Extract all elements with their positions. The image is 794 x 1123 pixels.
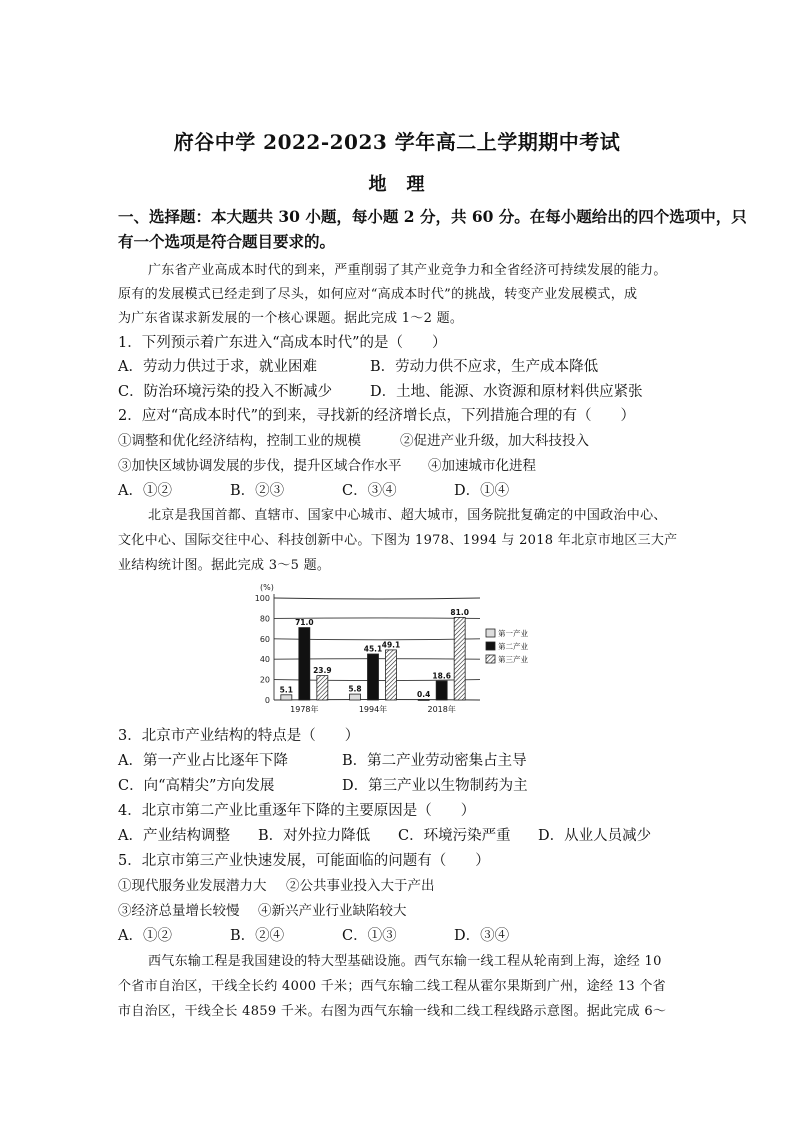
data-label: 81.0: [450, 607, 469, 617]
y-tick-label: 60: [259, 634, 270, 644]
x-tick-label: 2018年: [427, 705, 456, 714]
q2-option-c: C．③④: [342, 483, 397, 499]
q4-option-a: A．产业结构调整: [118, 828, 230, 844]
passage3-line2: 个省市自治区，干线全长约 4000 千米；西气东输二线工程从霍尔果斯到广州，途经 13 个省: [118, 979, 666, 994]
data-label: 5.1: [279, 685, 293, 695]
q2-option-a: A．①②: [118, 483, 172, 499]
bar-2: [299, 628, 310, 700]
q2-option-d: D．①④: [454, 483, 510, 499]
q5-stem: 5．北京市第三产业快速发展，可能面临的问题有（ ）: [118, 853, 490, 869]
passage1-line1: 广东省产业高成本时代的到来，严重削弱了其产业竞争力和全省经济可持续发展的能力。: [148, 263, 667, 278]
q4-option-c: C．环境污染严重: [398, 828, 511, 844]
subject-title: 地 理: [368, 174, 426, 195]
data-label: 0.4: [417, 690, 431, 700]
q1-option-d: D．土地、能源、水资源和原材料供应紧张: [370, 384, 643, 400]
x-tick-label: 1978年: [290, 705, 319, 714]
q2-statement-1: ①调整和优化经济结构，控制工业的规模: [118, 433, 361, 449]
q5-option-b: B．②④: [230, 928, 285, 944]
bar-1: [418, 700, 429, 701]
passage2-line1: 北京是我国首都、直辖市、国家中心城市、超大城市，国务院批复确定的中国政治中心、: [148, 508, 667, 523]
y-tick-label: 0: [264, 696, 270, 705]
legend-swatch: [486, 642, 495, 650]
data-label: 5.8: [348, 684, 362, 694]
y-tick-label: 100: [254, 594, 270, 603]
data-label: 45.1: [363, 644, 383, 654]
q2-statement-4: ④加速城市化进程: [428, 458, 536, 474]
q1-option-b: B．劳动力供不应求，生产成本降低: [370, 359, 599, 375]
legend-label: 第三产业: [498, 655, 528, 664]
q5-statement-3: ③经济总量增长较慢: [118, 903, 240, 919]
bar-2: [436, 681, 447, 700]
q3-option-c: C．向“高精尖”方向发展: [118, 778, 275, 794]
legend-label: 第一产业: [498, 629, 528, 638]
y-tick-label: 80: [259, 614, 270, 624]
data-label: 18.6: [432, 671, 451, 681]
industry-structure-chart: [240, 578, 540, 718]
bar-1: [350, 694, 361, 700]
q1-option-c: C．防治环境污染的投入不断减少: [118, 384, 333, 400]
bar-3: [386, 650, 397, 700]
x-tick-label: 1994年: [358, 705, 388, 714]
data-label: 23.9: [313, 666, 332, 676]
bar-3: [454, 617, 465, 700]
q5-option-c: C．①③: [342, 928, 397, 944]
passage1-line3: 为广东省谋求新发展的一个核心课题。据此完成 1～2 题。: [118, 311, 464, 326]
bar-2: [368, 654, 379, 700]
q5-statement-4: ④新兴产业行业缺陷较大: [258, 903, 407, 919]
q2-option-b: B．②③: [230, 483, 285, 499]
passage1-line2: 原有的发展模式已经走到了尽头，如何应对“高成本时代”的挑战，转变产业发展模式，成: [118, 287, 638, 302]
exam-title: 府谷中学 2022-2023 学年高二上学期期中考试: [173, 130, 621, 154]
q4-stem: 4．北京市第二产业比重逐年下降的主要原因是（ ）: [118, 803, 476, 819]
q2-stem: 2．应对“高成本时代”的到来，寻找新的经济增长点，下列措施合理的有（ ）: [118, 408, 636, 424]
q1-stem: 1．下列预示着广东进入“高成本时代”的是（ ）: [118, 335, 447, 351]
data-label: 49.1: [381, 640, 401, 650]
bar-3: [317, 676, 328, 700]
q4-option-b: B．对外拉力降低: [258, 828, 371, 844]
q5-option-a: A．①②: [118, 928, 172, 944]
y-axis-unit-label: (%): [260, 583, 274, 592]
q3-option-b: B．第二产业劳动密集占主导: [342, 753, 527, 769]
q4-option-d: D．从业人员减少: [538, 828, 652, 844]
legend-swatch: [486, 629, 495, 637]
passage3-line3: 市自治区，干线全长 4859 千米。右图为西气东输一线和二线工程线路示意图。据此完成 6～: [118, 1004, 667, 1019]
bar-1: [281, 695, 292, 700]
section-instructions-line2: 有一个选项是符合题目要求的。: [118, 232, 336, 251]
y-tick-label: 40: [259, 655, 270, 665]
passage2-line2: 文化中心、国际交往中心、科技创新中心。下图为 1978、1994 与 2018 年北京市地区三大产: [118, 533, 678, 548]
q1-option-a: A．劳动力供过于求，就业困难: [118, 359, 317, 375]
passage3-line1: 西气东输工程是我国建设的特大型基础设施。西气东输一线工程从轮南到上海，途经 10: [148, 954, 662, 969]
q5-statement-2: ②公共事业投入大于产出: [286, 878, 435, 894]
q2-statement-2: ②促进产业升级，加大科技投入: [400, 433, 589, 449]
y-tick-label: 20: [259, 675, 270, 685]
q5-option-d: D．③④: [454, 928, 510, 944]
legend-swatch: [486, 655, 495, 663]
q5-statement-1: ①现代服务业发展潜力大: [118, 878, 267, 894]
passage2-line3: 业结构统计图。据此完成 3～5 题。: [118, 558, 331, 573]
q2-statement-3: ③加快区域协调发展的步伐，提升区域合作水平: [118, 458, 402, 474]
q3-stem: 3．北京市产业结构的特点是（ ）: [118, 728, 360, 744]
q3-option-d: D．第三产业以生物制药为主: [342, 778, 528, 794]
gridline: [274, 598, 480, 599]
legend-label: 第二产业: [498, 642, 528, 651]
data-label: 71.0: [295, 618, 314, 628]
section-instructions-line1: 一、选择题：本大题共 30 小题，每小题 2 分，共 60 分。在每小题给出的四个选项中，只: [118, 207, 747, 226]
q3-option-a: A．第一产业占比逐年下降: [118, 753, 288, 769]
